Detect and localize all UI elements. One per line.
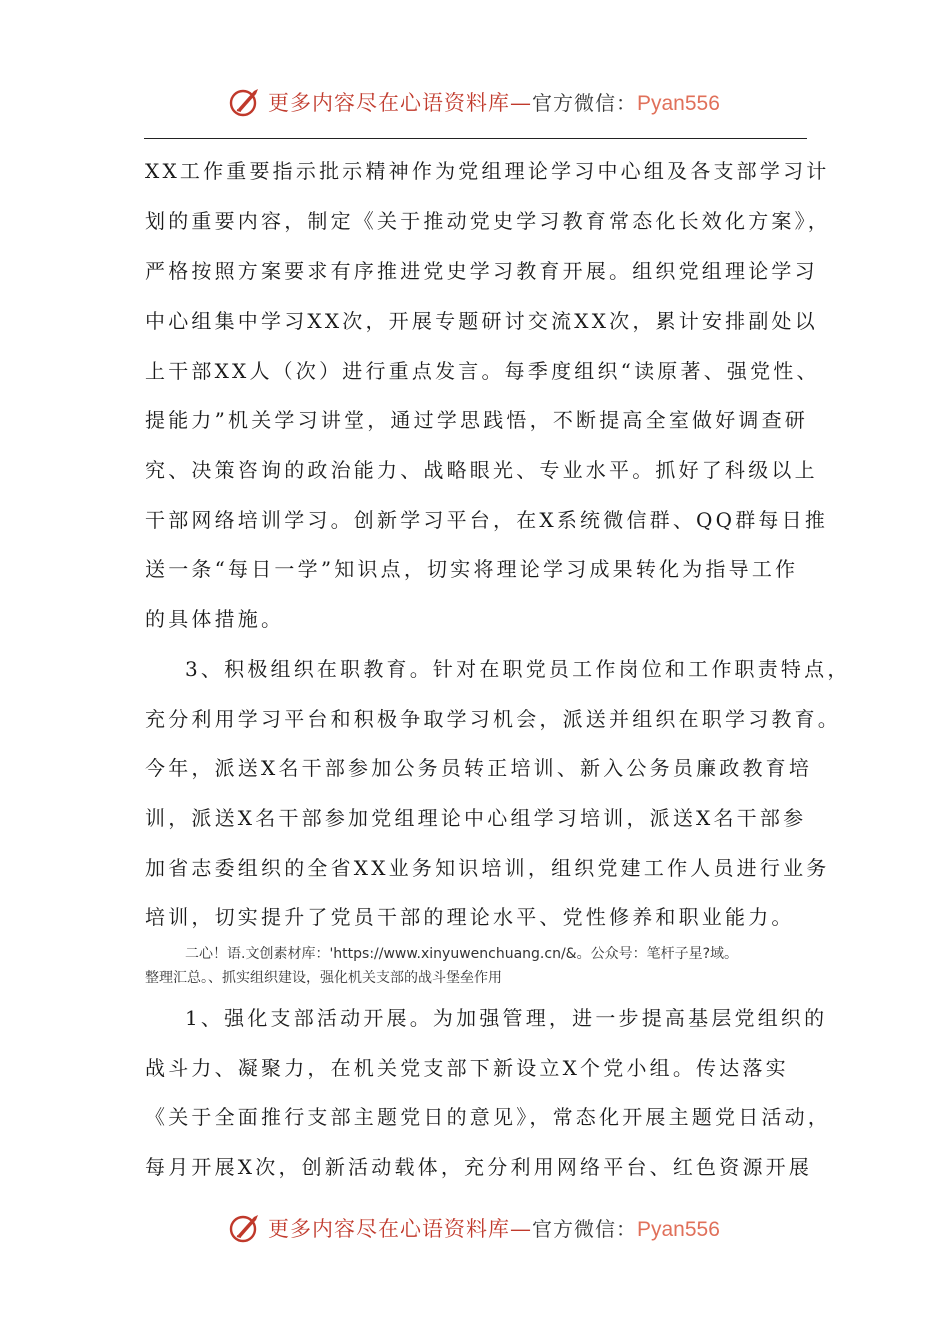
text-line: 严格按照方案要求有序推进党史学习教育开展。组织党组理论学习 xyxy=(145,259,818,283)
footer-banner xyxy=(228,1208,748,1248)
text-line: 训，派送X名干部参加党组理论中心组学习培训，派送X名干部参 xyxy=(145,806,807,830)
note-line: 二心！语.文创素材库：'https://www.xinyuwenchuang.cn/&。公众号：笔杆子星?域。 xyxy=(185,946,739,962)
text-line: 的具体措施。 xyxy=(145,607,285,631)
banner-handle: Pyan556 xyxy=(637,92,720,115)
text-line: 送一条“每日一学”知识点，切实将理论学习成果转化为指导工作 xyxy=(145,557,799,581)
text-line: 上干部XX人（次）进行重点发言。每季度组织“读原著、强党性、 xyxy=(145,359,820,383)
banner-official-label: 官方微信： xyxy=(532,1217,637,1241)
text-line: 今年，派送X名干部参加公务员转正培训、新入公务员廉政教育培 xyxy=(145,756,813,780)
text-line: XX工作重要指示批示精神作为党组理论学习中心组及各支部学习计 xyxy=(145,159,830,183)
quill-seal-icon xyxy=(228,1211,262,1245)
banner-main-text: 更多内容尽在心语资料库 xyxy=(268,91,510,115)
text-line: 中心组集中学习XX次，开展专题研讨交流XX次，累计安排副处以 xyxy=(145,309,818,333)
banner-handle: Pyan556 xyxy=(637,1218,720,1241)
banner-dash: — xyxy=(510,1217,532,1241)
text-line: 3、积极组织在职教育。针对在职党员工作岗位和工作职责特点， xyxy=(185,657,851,681)
text-line: 充分利用学习平台和积极争取学习机会，派送并组织在职学习教育。 xyxy=(145,707,841,731)
note-line: 整理汇总。、抓实组织建设，强化机关支部的战斗堡垒作用 xyxy=(145,970,502,986)
text-line: 提能力”机关学习讲堂，通过学思践悟，不断提高全室做好调查研 xyxy=(145,408,809,432)
quill-seal-icon xyxy=(228,85,262,119)
text-line: 1、强化支部活动开展。为加强管理，进一步提高基层党组织的 xyxy=(185,1006,828,1030)
header-divider xyxy=(144,138,807,139)
header-banner xyxy=(228,82,748,122)
text-line: 《关于全面推行支部主题党日的意见》，常态化开展主题党日活动， xyxy=(145,1105,831,1129)
text-line: 培训，切实提升了党员干部的理论水平、党性修养和职业能力。 xyxy=(145,905,795,929)
text-line: 究、决策咨询的政治能力、战略眼光、专业水平。抓好了科级以上 xyxy=(145,458,818,482)
banner-dash: — xyxy=(510,91,532,115)
text-line: 战斗力、凝聚力，在机关党支部下新设立X个党小组。传达落实 xyxy=(145,1056,789,1080)
text-line: 干部网络培训学习。创新学习平台，在X系统微信群、QQ群每日推 xyxy=(145,508,829,532)
text-line: 划的重要内容，制定《关于推动党史学习教育常态化长效化方案》， xyxy=(145,209,831,233)
text-line: 每月开展X次，创新活动载体，充分利用网络平台、红色资源开展 xyxy=(145,1155,813,1179)
banner-text xyxy=(268,1213,720,1243)
banner-text xyxy=(268,87,720,117)
text-line: 加省志委组织的全省XX业务知识培训，组织党建工作人员进行业务 xyxy=(145,856,830,880)
banner-official-label: 官方微信： xyxy=(532,91,637,115)
banner-main-text: 更多内容尽在心语资料库 xyxy=(268,1217,510,1241)
